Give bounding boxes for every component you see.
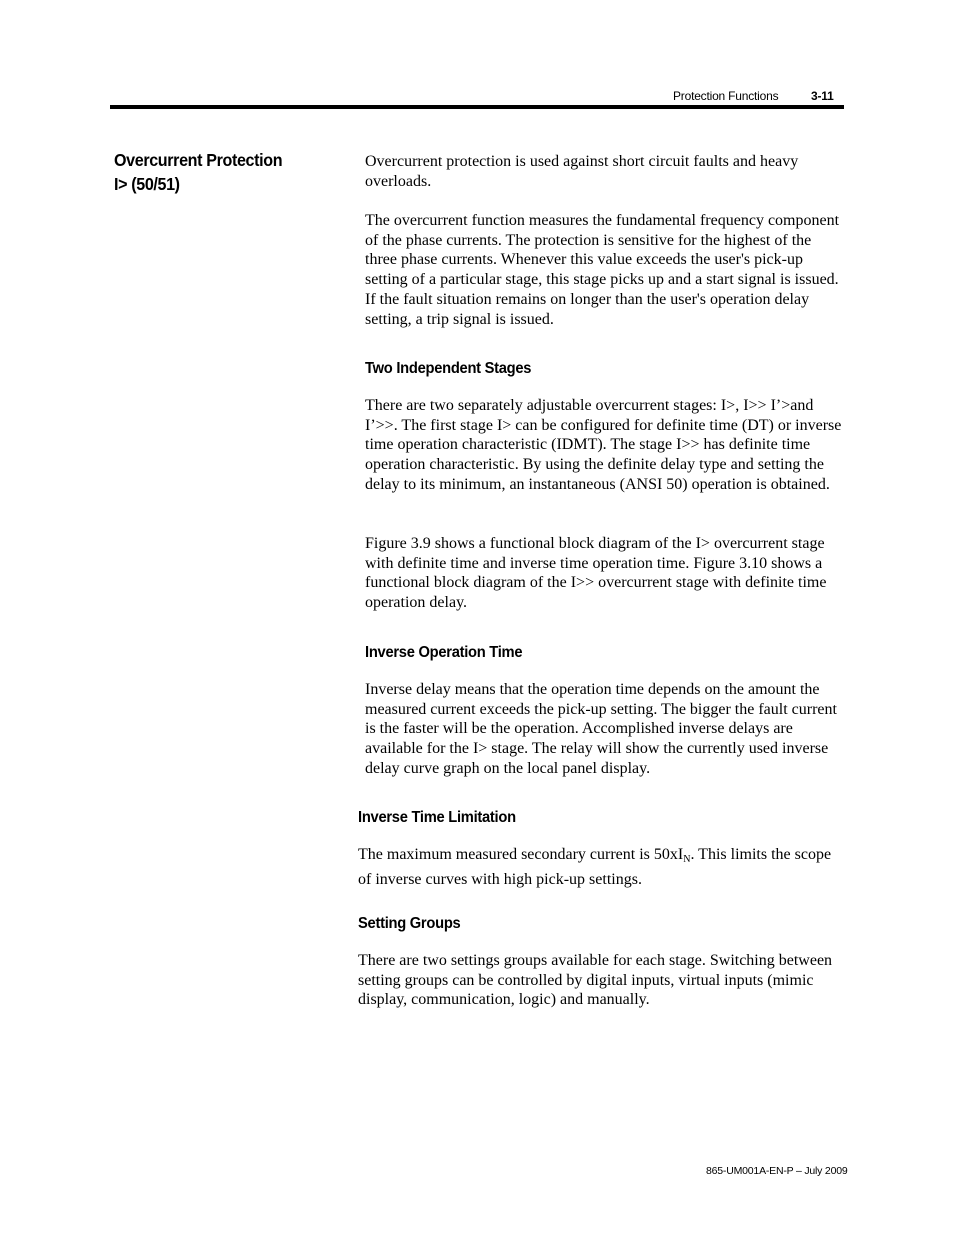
inverse-limitation-text-b: . This limits the scope of inverse curves with high pick-up settings. [358,846,832,888]
page-number: 3-11 [811,89,834,103]
running-header-title: Protection Functions [673,89,779,103]
inverse-limitation-text-a: The maximum measured secondary current is 50xI [358,846,684,863]
section-heading [114,148,326,196]
section-heading-line1: Overcurrent Protection [114,150,283,170]
subheading-inverse-operation-time: Inverse Operation Time [365,644,523,661]
header-rule [110,105,844,109]
inverse-operation-paragraph: Inverse delay means that the operation time depends on the amount the measured current exceeds the pick-up setting. The bigger the fault current is the faster will be the operation. Accomplished inverse delays are available for the I> stage. The relay will show the currently used inverse delay curve graph on the local panel display. [365,681,837,777]
subheading-inverse-time-limitation: Inverse Time Limitation [358,809,516,826]
two-stages-paragraph-1: There are two separately adjustable overcurrent stages: I>, I>> I’>and I’>>. The first stage I> can be configured for definite time (DT) or inverse time operation characteristic (IDMT). The stage I>> has definite time operation characteristic. By using the definite delay type and setting the delay to its minimum, an instantaneous (ANSI 50) operation is obtained. [365,397,842,493]
footer-document-id: 865-UM001A-EN-P – July 2009 [706,1165,848,1177]
nominal-current-subscript: N [683,854,691,865]
subheading-two-independent-stages: Two Independent Stages [365,360,532,377]
intro-paragraph-2: The overcurrent function measures the fundamental frequency component of the phase currents. The protection is sensitive for the highest of the three phase currents. Whenever this value exceeds the user's pick-up setting of a particular stage, this stage picks up and a start signal is issued. If the fault situation remains on longer than the user's operation delay setting, a trip signal is issued. [365,212,840,328]
section-heading-line2: I> (50/51) [114,174,180,194]
intro-paragraph-1: Overcurrent protection is used against short circuit faults and heavy overloads. [365,153,799,190]
subheading-setting-groups: Setting Groups [358,915,461,932]
two-stages-paragraph-2: Figure 3.9 shows a functional block diagram of the I> overcurrent stage with definite time and inverse time operation time. Figure 3.10 shows a functional block diagram of the I>> overcurrent stage with definite time operation delay. [365,535,827,612]
setting-groups-paragraph: There are two settings groups available for each stage. Switching between setting groups can be controlled by digital inputs, virtual inputs (mimic display, communication, logic) and manually. [358,952,833,1009]
inverse-limitation-paragraph [358,845,838,889]
